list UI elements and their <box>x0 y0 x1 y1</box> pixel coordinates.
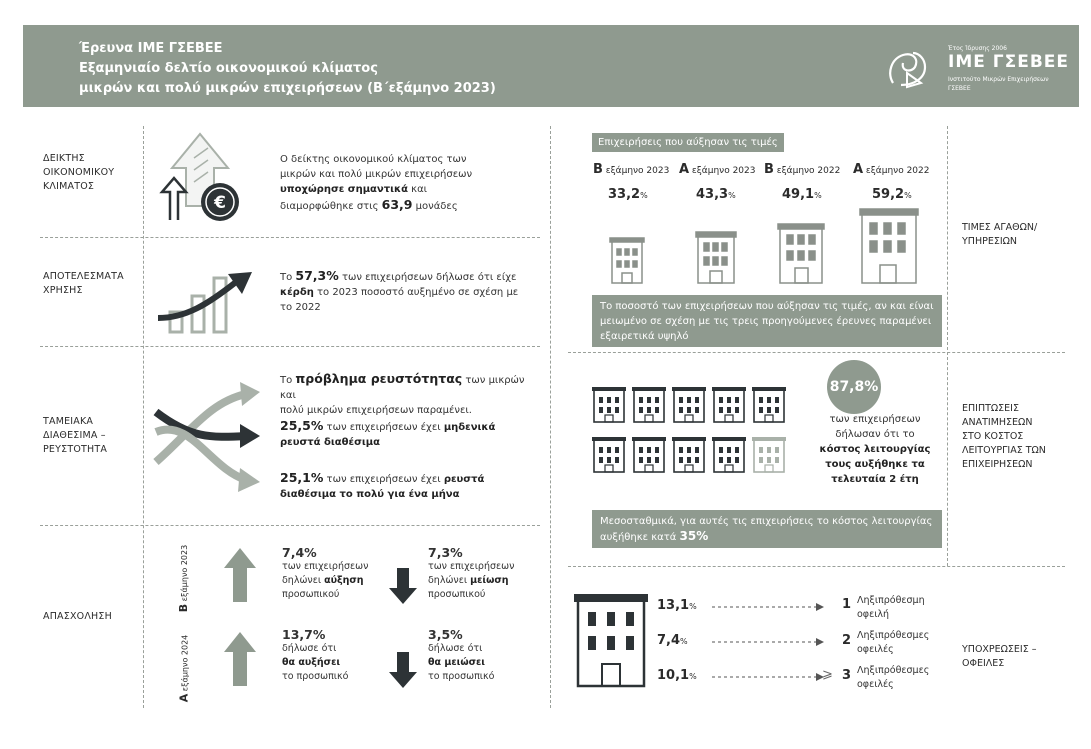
one-month-liquidity-pct: 25,1% <box>280 470 324 485</box>
employment-a-increase: 13,7% δήλωσε ότι θα αυξήσει το προσωπικό <box>282 627 349 682</box>
price-pct-2: 43,3% <box>696 187 736 202</box>
header-banner <box>23 25 1079 107</box>
cost-note: Μεσοσταθμικά, για αυτές τις επιχειρήσεις το κόστος λειτουργίας αυξήθηκε κατά 35% <box>592 510 942 548</box>
semester-2-label: Α εξάμηνο 2023 <box>679 162 756 177</box>
section-label-prices: ΤΙΜΕΣ ΑΓΑΘΩΝ/ ΥΠΗΡΕΣΙΩΝ <box>962 222 1038 247</box>
logo-icon <box>883 45 933 93</box>
section-label-liquidity: ΤΑΜΕΙΑΚΑ ΔΙΑΘΕΣΙΜΑ – ΡΕΥΣΤΟΤΗΤΑ <box>43 416 108 455</box>
dashed-arrow-icon <box>712 638 824 646</box>
price-pct-4: 59,2% <box>872 187 912 202</box>
growth-chart-icon <box>156 252 256 336</box>
debt-pct-1: 13,1% <box>657 598 697 613</box>
logo-name: ΙΜΕ ΓΣΕΒΕΕ <box>948 52 1070 72</box>
debt-count-3: 3 <box>842 668 852 683</box>
cost-buildings-grid <box>590 385 790 477</box>
section-label-climate: ΔΕΙΚΤΗΣ ΟΙΚΟΝΟΜΙΚΟΥ ΚΛΙΜΑΤΟΣ <box>43 153 115 192</box>
svg-text:€: € <box>214 193 226 213</box>
down-arrow-icon <box>387 650 419 690</box>
debt-pct-2: 7,4% <box>657 633 688 648</box>
employment-b-increase: 7,4% των επιχειρήσεων δηλώνει αύξηση προσωπικού <box>282 545 369 600</box>
employment-b-decrease: 7,3% των επιχειρήσεων δηλώνει μείωση προσωπικού <box>428 545 515 600</box>
debt-pct-3: 10,1% <box>657 668 697 683</box>
liquidity-arrows-icon <box>150 372 262 498</box>
price-pct-3: 49,1% <box>782 187 822 202</box>
liquidity-month: 25,1% των επιχειρήσεων έχει ρευστά διαθέσιμα το πολύ για ένα μήνα <box>280 470 485 500</box>
debt-building-icon <box>572 590 652 690</box>
building-icon <box>696 232 736 283</box>
header-line-3: μικρών και πολύ μικρών επιχειρήσεων (Β΄εξάμηνο 2023) <box>79 81 496 96</box>
down-arrow-icon <box>387 566 419 606</box>
semester-a-2024-label: Α εξάμηνο 2024 <box>177 634 191 702</box>
divider-right <box>947 126 948 566</box>
section-label-cost: ΕΠΙΠΤΩΣΕΙΣ ΑΝΑΤΙΜΗΣΕΩΝ ΣΤΟ ΚΟΣΤΟΣ ΛΕΙΤΟΥΡΓΙΑΣ ΤΩΝ ΕΠΙΧΕΙΡΗΣΕΩΝ <box>962 403 1046 470</box>
logo-founded: Έτος Ίδρυσης 2006 <box>948 45 1007 52</box>
semester-4-label: Α εξάμηνο 2022 <box>853 162 930 177</box>
debt-label-2: Ληξιπρόθεσμες οφειλές <box>857 630 930 655</box>
section-label-results: ΑΠΟΤΕΛΕΣΜΑΤΑ ΧΡΗΣΗΣ <box>43 271 124 296</box>
divider-h5 <box>568 566 1065 567</box>
logo-subtitle-2: ΓΣΕΒΕΕ <box>948 85 971 92</box>
semester-b-2023-label: Β εξάμηνο 2023 <box>177 544 191 612</box>
building-icon <box>860 209 918 283</box>
dashed-arrow-icon <box>712 673 824 681</box>
section-label-employment: ΑΠΑΣΧΟΛΗΣΗ <box>43 611 112 622</box>
climate-index-value: 63,9 <box>381 197 413 212</box>
divider-h2 <box>40 346 540 347</box>
header-line-2: Εξαμηνιαίο δελτίο οικονομικού κλίματος <box>79 61 378 76</box>
cost-text: των επιχειρήσεων δήλωσαν ότι το κόστος λειτουργίας τους αυξήθηκε τα τελευταία 2 έτη <box>819 414 931 485</box>
header-line-1: Έρευνα ΙΜΕ ΓΣΕΒΕΕ <box>79 41 223 56</box>
prices-note: Το ποσοστό των επιχειρήσεων που αύξησαν τις τιμές, αν και είναι μειωμένο σε σχέση με τις τρεις προηγούμενες έρευνες παραμένει εξαιρετικά υψηλό <box>592 295 942 347</box>
price-pct-1: 33,2% <box>608 187 648 202</box>
debt-count-2: 2 <box>842 633 852 648</box>
logo-subtitle-1: Ινστιτούτο Μικρών Επιχειρήσεων <box>948 76 1049 83</box>
liquidity-text: Το πρόβλημα ρευστότητας των μικρών και πολύ μικρών επιχειρήσεων παραμένει. <box>280 371 525 416</box>
divider-h3 <box>40 525 540 526</box>
debt-label-1: Ληξιπρόθεσμη οφειλή <box>857 595 925 620</box>
buildings-chart <box>560 205 940 285</box>
zero-liquidity-pct: 25,5% <box>280 418 324 433</box>
up-arrow-icon <box>222 630 258 688</box>
climate-text: Ο δείκτης οικονομικού κλίματος των μικρών και πολύ μικρών επιχειρήσεων υποχώρησε σημαντικά και διαμορφώθηκε στις 63,9 μονάδες <box>280 154 473 212</box>
debt-count-1: 1 <box>842 597 852 612</box>
semester-3-label: Β εξάμηνο 2022 <box>764 162 841 177</box>
employment-a-decrease: 3,5% δήλωσε ότι θα μειώσει το προσωπικό <box>428 627 495 682</box>
up-arrow-icon <box>222 546 258 604</box>
prices-title: Επιχειρήσεις που αύξησαν τις τιμές <box>592 133 784 152</box>
climate-arrows-coin-icon <box>158 128 242 228</box>
cost-pct-badge: 87,8% <box>827 360 881 414</box>
liquidity-zero: 25,5% των επιχειρήσεων έχει μηδενικά ρευστά διαθέσιμα <box>280 418 496 448</box>
building-icon <box>610 238 644 283</box>
profit-pct: 57,3% <box>295 268 339 283</box>
section-label-debts: ΥΠΟΧΡΕΩΣΕΙΣ – ΟΦΕΙΛΕΣ <box>962 644 1037 669</box>
dashed-arrow-icon <box>712 603 824 611</box>
debt-arrows <box>710 598 830 684</box>
building-icon <box>778 224 824 283</box>
debt-label-3: Ληξιπρόθεσμες οφειλές <box>857 665 930 690</box>
divider-middle <box>550 126 551 708</box>
divider-h1 <box>40 237 540 238</box>
divider-h4 <box>568 352 1065 353</box>
gte-symbol: ⩾ <box>822 667 833 682</box>
results-text: Το 57,3% των επιχειρήσεων δήλωσε ότι είχε κέρδη το 2023 ποσοστό αυξημένο σε σχέση με το 2022 <box>280 268 519 313</box>
divider-left <box>143 126 144 708</box>
semester-1-label: Β εξάμηνο 2023 <box>593 162 670 177</box>
